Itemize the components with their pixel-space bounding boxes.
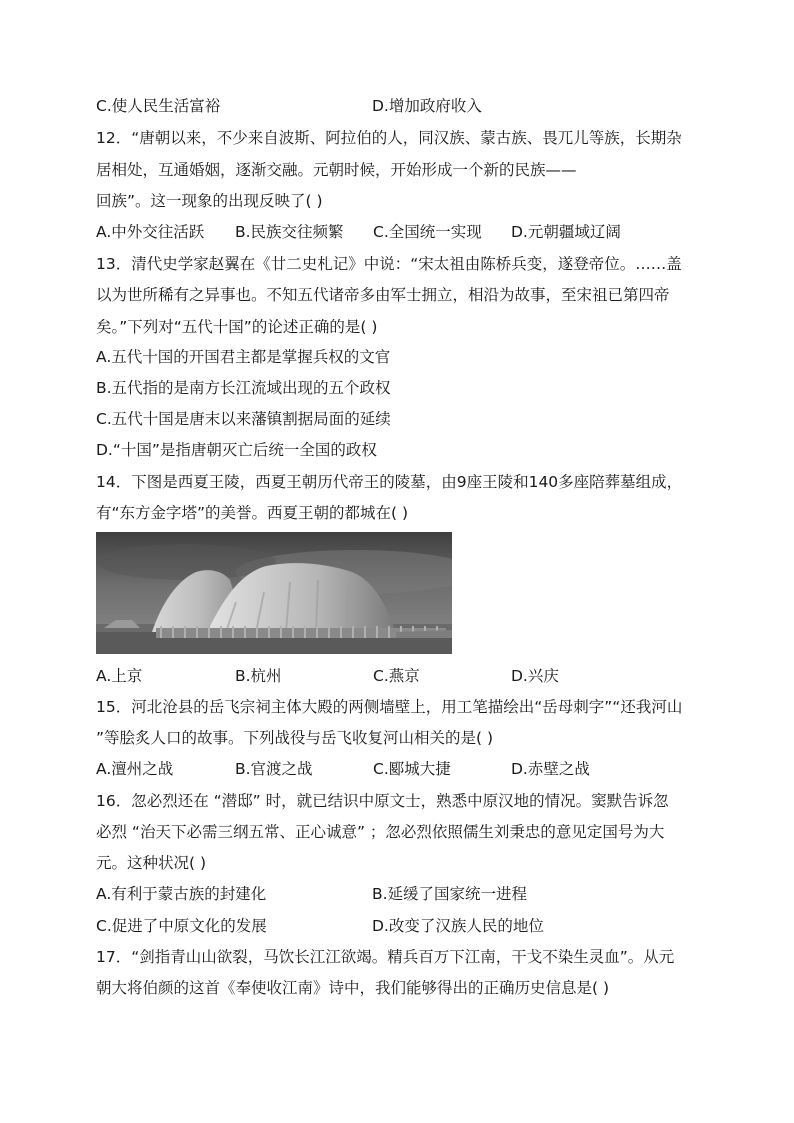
q15-option-a: A.澶州之战 [96, 760, 174, 778]
q14-option-c: C.燕京 [373, 667, 420, 685]
q15-stem-line-1: 15．河北沧县的岳飞宗祠主体大殿的两侧墙壁上，用工笔描绘出“岳母刺字”“还我河山 [96, 698, 683, 716]
q12-stem-line-1: 12．“唐朝以来，不少来自波斯、阿拉伯的人，同汉族、蒙古族、畏兀儿等族，长期杂 [96, 129, 682, 147]
q13-option-a: A.五代十国的开国君主都是掌握兵权的文官 [96, 348, 391, 366]
q14-stem-line-2: 有“东方金字塔”的美誉。西夏王朝的都城在( ) [96, 504, 409, 522]
q12-stem-line-2: 居相处，互通婚姻，逐渐交融。元朝时候，开始形成一个新的民族—— [96, 161, 577, 179]
q16-option-c: C.促进了中原文化的发展 [96, 917, 267, 935]
q12-option-b: B.民族交往频繁 [235, 223, 344, 241]
q13-stem-line-2: 以为世所稀有之异事也。不知五代诸帝多由军士拥立，相沿为故事，至宋祖已第四帝 [96, 286, 670, 304]
q16-option-d: D.改变了汉族人民的地位 [372, 917, 544, 935]
q11-option-c: C.使人民生活富裕 [96, 97, 221, 115]
q13-option-d: D.“十国”是指唐朝灭亡后统一全国的政权 [96, 441, 377, 459]
q13-option-c: C.五代十国是唐末以来藩镇割据局面的延续 [96, 410, 391, 428]
q16-option-b: B.延缓了国家统一进程 [372, 885, 528, 903]
q15-option-d: D.赤壁之战 [511, 760, 590, 778]
q13-stem-line-1: 13．清代史学家赵翼在《廿二史札记》中说：“宋太祖由陈桥兵变，遂登帝位。……盖 [96, 255, 682, 273]
q14-stem-line-1: 14．下图是西夏王陵，西夏王朝历代帝王的陵墓，由9座王陵和140多座陪葬墓组成， [96, 473, 683, 491]
q16-stem-line-2: 必烈 “治天下必需三纲五常、正心诚意” ；忽必烈依照儒生刘秉忠的意见定国号为大 [96, 823, 665, 841]
q14-option-b: B.杭州 [235, 667, 282, 685]
q12-option-d: D.元朝疆域辽阔 [511, 223, 621, 241]
q12-option-c: C.全国统一实现 [373, 223, 482, 241]
q17-stem-line-2: 朝大将伯颜的这首《奉使收江南》诗中，我们能够得出的正确历史信息是( ) [96, 979, 610, 997]
q17-stem-line-1: 17．“剑指青山山欲裂，马饮长江江欲竭。精兵百万下江南，干戈不染生灵血”。从元 [96, 948, 675, 966]
q16-stem-line-1: 16．忽必烈还在 “潜邸” 时，就已结识中原文士，熟悉中原汉地的情况。窦默告诉忽 [96, 792, 669, 810]
q13-stem-line-3: 矣。”下列对“五代十国”的论述正确的是( ) [96, 318, 378, 336]
q11-option-d: D.增加政府收入 [372, 97, 482, 115]
q15-option-c: C.郾城大捷 [373, 760, 451, 778]
q15-stem-line-2: ”等脍炙人口的故事。下列战役与岳飞收复河山相关的是( ) [96, 729, 494, 747]
q14-option-a: A.上京 [96, 667, 143, 685]
q14-option-d: D.兴庆 [511, 667, 559, 685]
q13-option-b: B.五代指的是南方长江流域出现的五个政权 [96, 379, 391, 397]
q16-stem-line-3: 元。这种状况( ) [96, 854, 207, 872]
q12-stem-line-3: 回族”。这一现象的出现反映了( ) [96, 192, 323, 210]
western-xia-tombs-photo [96, 532, 452, 654]
q12-option-a: A.中外交往活跃 [96, 223, 205, 241]
q15-option-b: B.官渡之战 [235, 760, 313, 778]
q16-option-a: A.有利于蒙古族的封建化 [96, 885, 267, 903]
